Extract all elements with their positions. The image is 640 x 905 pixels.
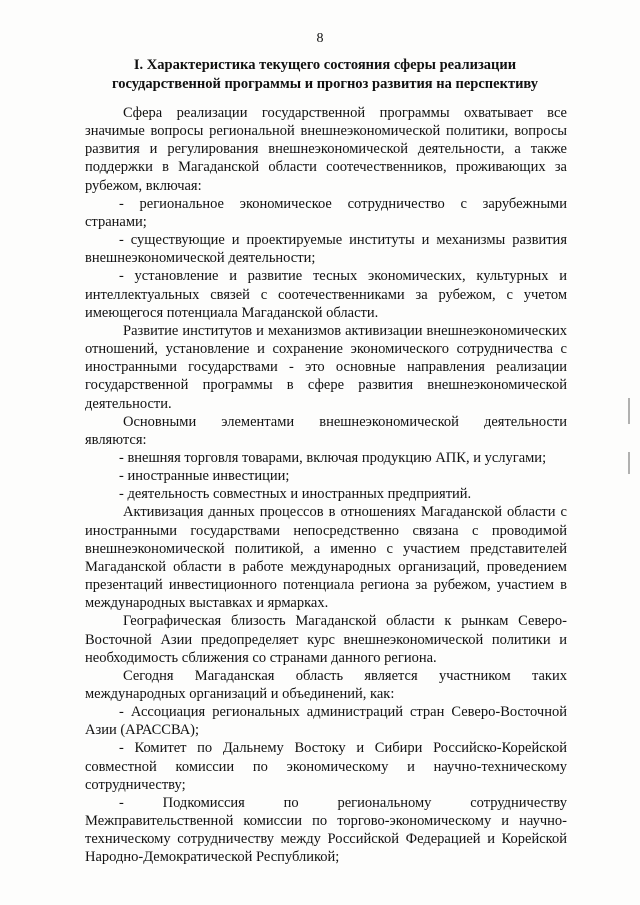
list-item: - Комитет по Дальнему Востоку и Сибири Российско-Корейской совместной комиссии по экономическому и научно-техническому сотрудничеству; [85,740,567,793]
list-item: - установление и развитие тесных экономических, культурных и интеллектуальных связей с соотечественниками за рубежом, с учетом имеющегося потенциала Магаданской области. [85,268,567,321]
list-item: - Ассоциация региональных администраций стран Северо-Восточной Азии (АРАССВА); [85,704,567,739]
paragraph: Сегодня Магаданская область является участником таких международных организаций и объединений, как: [85,667,567,702]
paragraph: Активизация данных процессов в отношениях Магаданской области с иностранными государствами непосредственно связана с проводимой внешнеэкономической политикой, а именно с участием представителей Магаданской области в работе международных организаций, проведением презентаций инвестиционного потенциала региона за рубежом, участием в международных выставках и ярмарках. [85,504,567,612]
paragraph: Основными элементами внешнеэкономической деятельности являются: [85,413,567,448]
paragraph: Развитие институтов и механизмов активизации внешнеэкономических отношений, установление и сохранение экономического сотрудничества с иностранными государствами - это основные направления реализации государственной программы в сфере развития внешнеэкономической деятельности. [85,322,567,412]
scan-edge-mark [628,398,630,424]
list-item: - существующие и проектируемые институты и механизмы развития внешнеэкономической деятельности; [85,232,567,267]
document-body [85,104,567,867]
list-item: - внешняя торговля товарами, включая продукцию АПК, и услугами; [119,449,547,466]
page-number: 8 [316,31,324,46]
list-item: - Подкомиссия по региональному сотрудничеству Межправительственной комиссии по торгово-экономическому и научно-техническому сотрудничеству между Российской Федерацией и Корейской Народно-Демократической Республикой; [85,794,567,866]
list-item: - региональное экономическое сотрудничество с зарубежными странами; [85,195,567,230]
paragraph: Географическая близость Магаданской области к рынкам Северо-Восточной Азии предопределяет курс внешнеэкономической политики и необходимость сближения со странами данного региона. [85,613,567,666]
list-item: - иностранные инвестиции; [119,468,290,485]
section-heading: I. Характеристика текущего состояния сферы реализации государственной программы и прогноз развития на перспективу [111,57,539,92]
paragraph: Сфера реализации государственной программы охватывает все значимые вопросы региональной внешнеэкономической политики, вопросы развития и регулирования внешнеэкономической деятельности, а также поддержки в Магаданской области соотечественников, проживающих за рубежом, включая: [85,105,567,194]
scan-edge-mark [628,452,630,474]
list-item: - деятельность совместных и иностранных предприятий. [119,486,472,503]
